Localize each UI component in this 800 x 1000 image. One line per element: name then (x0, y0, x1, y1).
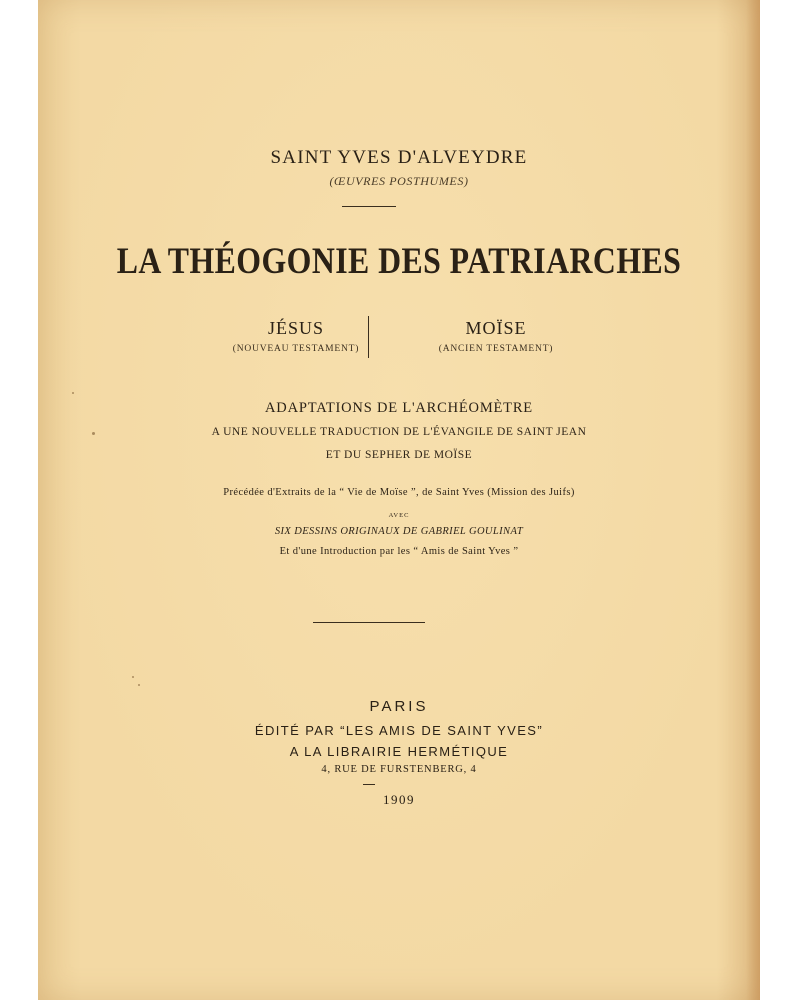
divider-rule-lower (313, 622, 425, 623)
column-moise-name: MOÏSE (465, 318, 527, 338)
divider-dash (363, 784, 375, 785)
posthumous-works-note: (ŒUVRES POSTHUMES) (329, 174, 469, 188)
adaptations-line-3: ET DU SEPHER DE MOÏSE (325, 449, 473, 461)
paper-spot (72, 392, 74, 394)
drawings-note: SIX DESSINS ORIGINAUX DE GABRIEL GOULINAT (274, 526, 524, 537)
imprint-address: 4, RUE DE FURSTENBERG, 4 (321, 764, 477, 775)
imprint-editor: ÉDITÉ PAR “LES AMIS DE SAINT YVES” (254, 723, 544, 738)
preceded-by-note: Précédée d'Extraits de la “ Vie de Moïse ”, de Saint Yves (Mission des Juifs) (223, 487, 575, 498)
column-jesus-name: JÉSUS (267, 318, 325, 338)
column-divider (368, 316, 369, 358)
author-name: SAINT YVES D'ALVEYDRE (270, 147, 528, 168)
avec-label: AVEC (388, 512, 410, 519)
imprint-city: PARIS (369, 698, 429, 715)
column-moise-sub: (ANCIEN TESTAMENT) (438, 344, 554, 354)
title-page (38, 0, 760, 1000)
adaptations-line-2: A UNE NOUVELLE TRADUCTION DE L'ÉVANGILE DE SAINT JEAN (211, 426, 587, 438)
column-moise (376, 318, 616, 354)
adaptations-heading: ADAPTATIONS DE L'ARCHÉOMÈTRE (265, 400, 533, 416)
publication-year: 1909 (383, 792, 415, 807)
imprint-library: A LA LIBRAIRIE HERMÉTIQUE (289, 744, 509, 759)
divider-rule (342, 206, 396, 207)
column-jesus-sub: (NOUVEAU TESTAMENT) (232, 344, 360, 354)
introduction-note: Et d'une Introduction par les “ Amis de Saint Yves ” (279, 546, 519, 557)
paper-spot (138, 684, 140, 686)
paper-spot (132, 676, 134, 678)
book-title: LA THÉOGONIE DES PATRIARCHES (116, 241, 682, 282)
